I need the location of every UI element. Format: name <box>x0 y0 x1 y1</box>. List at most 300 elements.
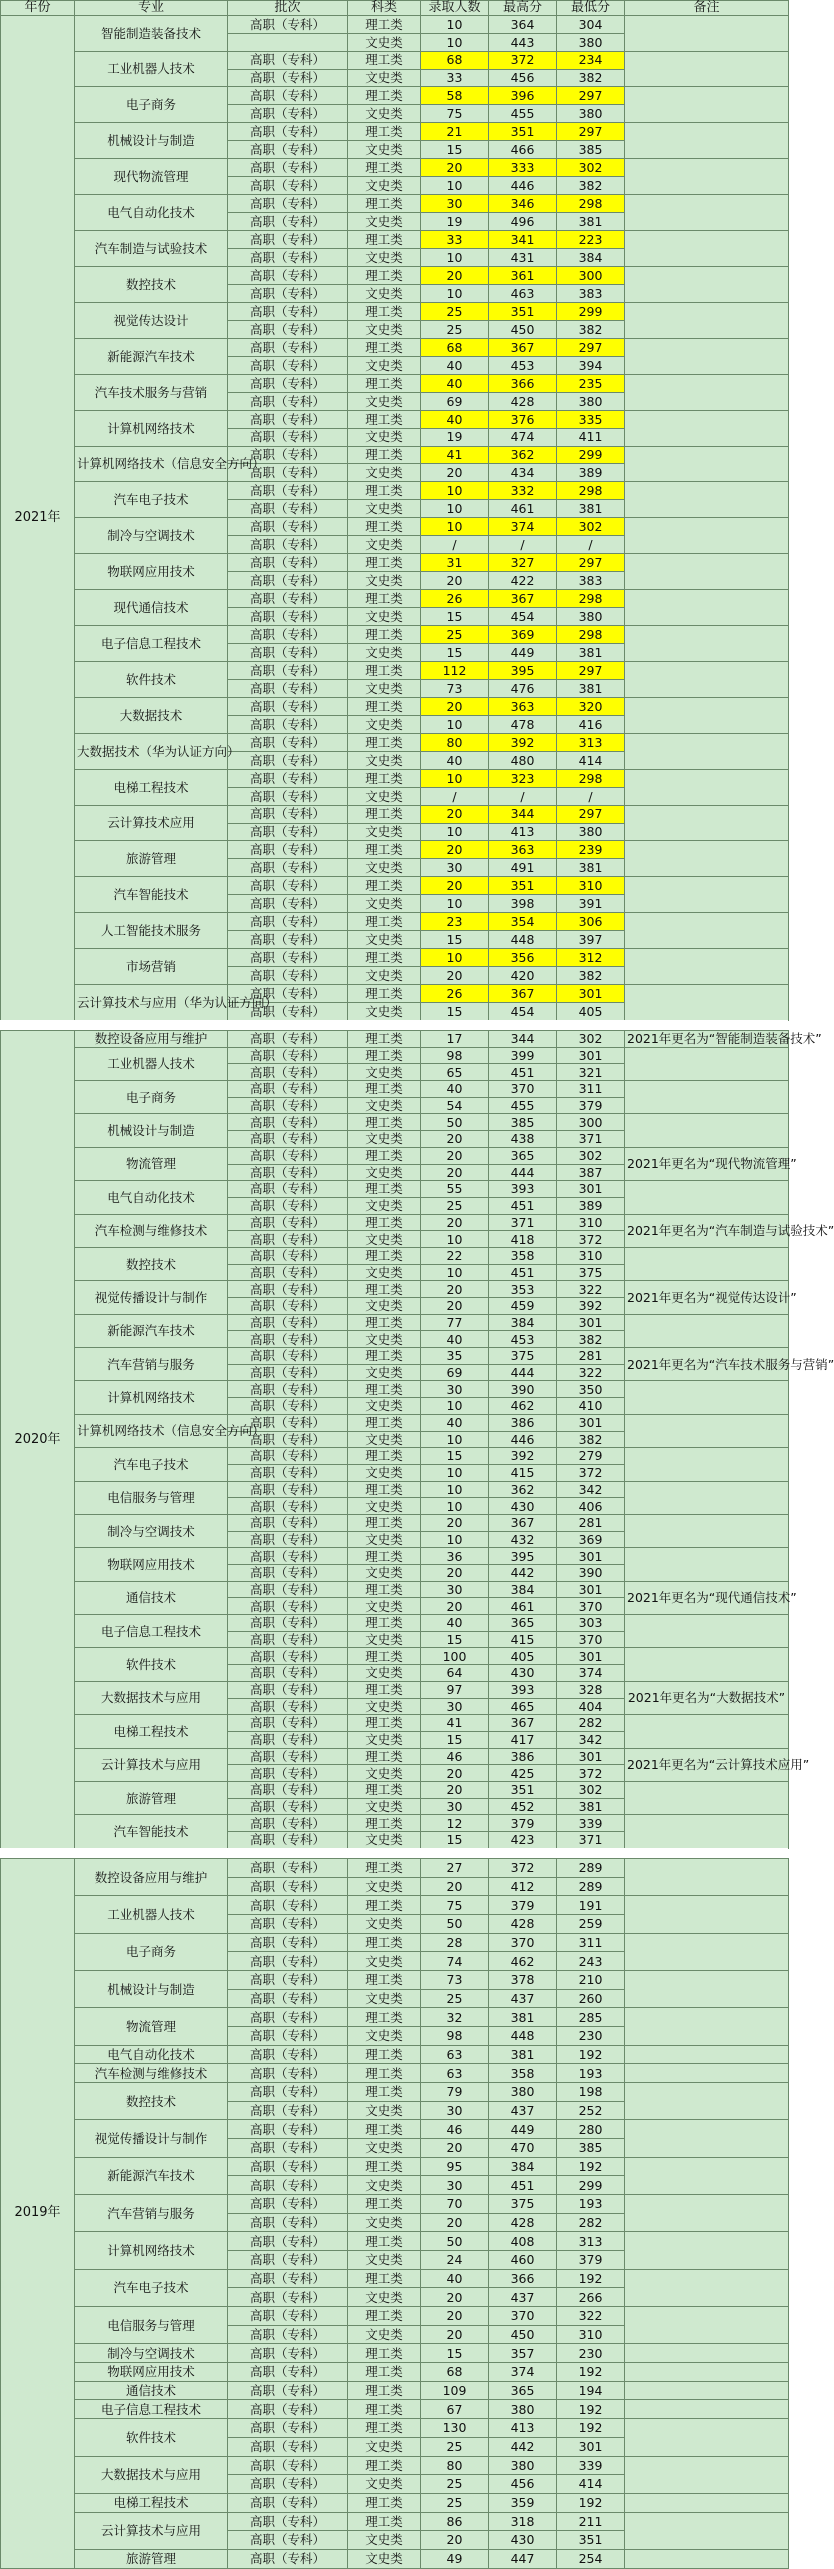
max-score-cell: 438 <box>489 1131 557 1148</box>
note-cell <box>625 1114 789 1147</box>
min-score-cell: 230 <box>557 2027 625 2046</box>
max-score-cell: 456 <box>489 2475 557 2494</box>
admitted-cell: 25 <box>421 2437 489 2456</box>
batch-cell: 高职（专科） <box>228 931 348 949</box>
table-row <box>1 1481 789 1498</box>
max-score-cell: 378 <box>489 1971 557 1990</box>
max-score-cell: 459 <box>489 1298 557 1315</box>
batch-cell: 高职（专科） <box>228 1364 348 1381</box>
note-cell <box>625 626 789 662</box>
major-name: 汽车电子技术 <box>75 1448 228 1481</box>
admitted-cell: 50 <box>421 1114 489 1131</box>
batch-cell: 高职（专科） <box>228 1414 348 1431</box>
table-row <box>1 590 789 608</box>
min-score-cell: 266 <box>557 2288 625 2307</box>
category-cell: 文史类 <box>348 1097 421 1114</box>
admitted-cell: 68 <box>421 2363 489 2382</box>
header-max: 最高分 <box>489 1 557 16</box>
max-score-cell: 428 <box>489 392 557 410</box>
max-score-cell: 432 <box>489 1531 557 1548</box>
category-cell: 理工类 <box>348 2120 421 2139</box>
batch-cell: 高职（专科） <box>228 1331 348 1348</box>
batch-cell: 高职（专科） <box>228 1933 348 1952</box>
max-score-cell: 461 <box>489 500 557 518</box>
max-score-cell: 367 <box>489 985 557 1003</box>
major-name: 汽车智能技术 <box>75 877 228 913</box>
category-cell: 理工类 <box>348 554 421 572</box>
batch-cell: 高职（专科） <box>228 249 348 267</box>
min-score-cell: 298 <box>557 195 625 213</box>
category-cell: 文史类 <box>348 1498 421 1515</box>
category-cell: 理工类 <box>348 1581 421 1598</box>
admitted-cell: 25 <box>421 1989 489 2008</box>
min-score-cell: 297 <box>557 805 625 823</box>
category-cell: 理工类 <box>348 733 421 751</box>
major-name: 通信技术 <box>75 1581 228 1614</box>
batch-cell: 高职（专科） <box>228 877 348 895</box>
admitted-cell: 20 <box>421 159 489 177</box>
admitted-cell: 30 <box>421 859 489 877</box>
batch-cell: 高职（专科） <box>228 464 348 482</box>
table-row <box>1 2269 789 2288</box>
table-row <box>1 2232 789 2251</box>
category-cell: 文史类 <box>348 1398 421 1415</box>
table-row <box>1 1548 789 1565</box>
max-score-cell: 444 <box>489 1164 557 1181</box>
header-major: 专业 <box>75 1 228 16</box>
max-score-cell: 480 <box>489 751 557 769</box>
min-score-cell: 382 <box>557 1431 625 1448</box>
batch-cell: 高职（专科） <box>228 213 348 231</box>
category-cell: 理工类 <box>348 1381 421 1398</box>
max-score-cell: 365 <box>489 1147 557 1164</box>
header-note: 备注 <box>625 1 789 16</box>
batch-cell: 高职（专科） <box>228 2213 348 2232</box>
table-row <box>1 1933 789 1952</box>
admitted-cell: 10 <box>421 177 489 195</box>
major-name: 云计算技术与应用 <box>75 2512 228 2549</box>
max-score-cell: 367 <box>489 338 557 356</box>
min-score-cell: 392 <box>557 1298 625 1315</box>
category-cell: 文史类 <box>348 787 421 805</box>
note-cell <box>625 51 789 87</box>
min-score-cell: 384 <box>557 249 625 267</box>
category-cell: 理工类 <box>348 266 421 284</box>
category-cell: 文史类 <box>348 249 421 267</box>
min-score-cell: 369 <box>557 1531 625 1548</box>
min-score-cell: 380 <box>557 608 625 626</box>
major-name: 计算机网络技术 <box>75 1381 228 1414</box>
category-cell: 理工类 <box>348 590 421 608</box>
min-score-cell: 382 <box>557 177 625 195</box>
category-cell: 理工类 <box>348 1214 421 1231</box>
max-score-cell: 366 <box>489 2269 557 2288</box>
major-name: 工业机器人技术 <box>75 1896 228 1933</box>
min-score-cell: 302 <box>557 1781 625 1798</box>
max-score-cell: 365 <box>489 2381 557 2400</box>
admitted-cell: 40 <box>421 374 489 392</box>
min-score-cell: 303 <box>557 1615 625 1632</box>
major-name: 现代通信技术 <box>75 590 228 626</box>
category-cell: 理工类 <box>348 2493 421 2512</box>
min-score-cell: 235 <box>557 374 625 392</box>
table-row <box>1 231 789 249</box>
category-cell: 理工类 <box>348 1314 421 1331</box>
batch-cell: 高职（专科） <box>228 392 348 410</box>
max-score-cell: 423 <box>489 1832 557 1849</box>
admitted-cell: 15 <box>421 1448 489 1465</box>
min-score-cell: 298 <box>557 590 625 608</box>
max-score-cell: 443 <box>489 33 557 51</box>
batch-cell: 高职（专科） <box>228 1798 348 1815</box>
max-score-cell: 327 <box>489 554 557 572</box>
note-cell <box>625 2307 789 2344</box>
note-cell: 2021年更名为“视觉传达设计” <box>625 1281 789 1314</box>
min-score-cell: 383 <box>557 284 625 302</box>
table-row <box>1 1859 789 1878</box>
admitted-cell: 74 <box>421 1952 489 1971</box>
major-name: 计算机网络技术（信息安全方向） <box>75 446 228 482</box>
category-cell: 文史类 <box>348 1231 421 1248</box>
category-cell: 文史类 <box>348 2213 421 2232</box>
note-cell <box>625 2269 789 2306</box>
batch-cell: 高职（专科） <box>228 159 348 177</box>
table-row <box>1 913 789 931</box>
year-cell: 2021年 <box>1 15 75 1020</box>
max-score-cell: 450 <box>489 2325 557 2344</box>
batch-cell: 高职（专科） <box>228 1598 348 1615</box>
admitted-cell: 64 <box>421 1665 489 1682</box>
min-score-cell: 383 <box>557 572 625 590</box>
table-row <box>1 1147 789 1164</box>
batch-cell: 高职（专科） <box>228 661 348 679</box>
table-row <box>1 51 789 69</box>
note-cell <box>625 2456 789 2493</box>
batch-cell: 高职（专科） <box>228 1548 348 1565</box>
admitted-cell: 41 <box>421 1715 489 1732</box>
admitted-cell: 20 <box>421 877 489 895</box>
note-cell <box>625 2493 789 2512</box>
table-row <box>1 2064 789 2083</box>
min-score-cell: 391 <box>557 895 625 913</box>
min-score-cell: 322 <box>557 1364 625 1381</box>
admitted-cell: 10 <box>421 482 489 500</box>
category-cell: 文史类 <box>348 1952 421 1971</box>
table-row <box>1 2512 789 2531</box>
max-score-cell: 386 <box>489 1748 557 1765</box>
max-score-cell: 385 <box>489 1114 557 1131</box>
category-cell: 理工类 <box>348 2008 421 2027</box>
min-score-cell: 387 <box>557 1164 625 1181</box>
min-score-cell: 192 <box>557 2269 625 2288</box>
category-cell: 理工类 <box>348 1548 421 1565</box>
max-score-cell: 369 <box>489 626 557 644</box>
category-cell: 理工类 <box>348 2400 421 2419</box>
min-score-cell: 342 <box>557 1481 625 1498</box>
batch-cell: 高职（专科） <box>228 1164 348 1181</box>
table-row <box>1 159 789 177</box>
major-name: 汽车检测与维修技术 <box>75 1214 228 1247</box>
admitted-cell: 112 <box>421 661 489 679</box>
category-cell: 文史类 <box>348 1531 421 1548</box>
header-year: 年份 <box>1 1 75 16</box>
min-score-cell: 289 <box>557 1877 625 1896</box>
admitted-cell: 30 <box>421 1381 489 1398</box>
admitted-cell: 15 <box>421 644 489 662</box>
batch-cell: 高职（专科） <box>228 1197 348 1214</box>
admitted-cell: 20 <box>421 841 489 859</box>
table-row <box>1 1081 789 1098</box>
batch-cell: 高职（专科） <box>228 482 348 500</box>
table-row <box>1 661 789 679</box>
category-cell: 理工类 <box>348 374 421 392</box>
max-score-cell: 395 <box>489 661 557 679</box>
admitted-cell: 20 <box>421 1164 489 1181</box>
category-cell: 文史类 <box>348 464 421 482</box>
batch-cell: 高职（专科） <box>228 1665 348 1682</box>
header-min: 最低分 <box>557 1 625 16</box>
note-cell: 2021年更名为“现代物流管理” <box>625 1147 789 1180</box>
min-score-cell: 321 <box>557 1064 625 1081</box>
max-score-cell: 370 <box>489 1081 557 1098</box>
major-name: 视觉传播设计与制作 <box>75 2120 228 2157</box>
batch-cell: 高职（专科） <box>228 1581 348 1598</box>
category-cell: 理工类 <box>348 1514 421 1531</box>
admitted-cell: 86 <box>421 2512 489 2531</box>
batch-cell: 高职（专科） <box>228 2493 348 2512</box>
min-score-cell: 297 <box>557 554 625 572</box>
max-score-cell: 358 <box>489 2064 557 2083</box>
min-score-cell: 381 <box>557 679 625 697</box>
category-cell: 文史类 <box>348 284 421 302</box>
min-score-cell: 310 <box>557 2325 625 2344</box>
category-cell: 文史类 <box>348 2251 421 2270</box>
major-name: 软件技术 <box>75 1648 228 1681</box>
category-cell: 文史类 <box>348 2475 421 2494</box>
category-cell: 理工类 <box>348 1681 421 1698</box>
batch-cell: 高职（专科） <box>228 572 348 590</box>
max-score-cell: 444 <box>489 1364 557 1381</box>
min-score-cell: 380 <box>557 823 625 841</box>
note-cell <box>625 15 789 51</box>
admitted-cell: 15 <box>421 1003 489 1021</box>
max-score-cell: 370 <box>489 2307 557 2326</box>
major-name: 汽车技术服务与营销 <box>75 374 228 410</box>
batch-cell: 高职（专科） <box>228 2157 348 2176</box>
min-score-cell: 371 <box>557 1131 625 1148</box>
max-score-cell: 408 <box>489 2232 557 2251</box>
min-score-cell: 416 <box>557 715 625 733</box>
category-cell: 理工类 <box>348 1481 421 1498</box>
batch-cell: 高职（专科） <box>228 1681 348 1698</box>
min-score-cell: 301 <box>557 1648 625 1665</box>
admitted-cell: 10 <box>421 518 489 536</box>
min-score-cell: 380 <box>557 33 625 51</box>
major-name: 智能制造装备技术 <box>75 15 228 51</box>
batch-cell: 高职（专科） <box>228 446 348 464</box>
min-score-cell: 306 <box>557 913 625 931</box>
major-name: 物联网应用技术 <box>75 1548 228 1581</box>
max-score-cell: 375 <box>489 1348 557 1365</box>
max-score-cell: 431 <box>489 249 557 267</box>
admitted-cell: 10 <box>421 715 489 733</box>
max-score-cell: 454 <box>489 1003 557 1021</box>
min-score-cell: 322 <box>557 1281 625 1298</box>
category-cell: 理工类 <box>348 482 421 500</box>
category-cell: 文史类 <box>348 2027 421 2046</box>
min-score-cell: 328 <box>557 1681 625 1698</box>
category-cell: 文史类 <box>348 500 421 518</box>
min-score-cell: 302 <box>557 1147 625 1164</box>
max-score-cell: 430 <box>489 1665 557 1682</box>
note-cell <box>625 1715 789 1748</box>
max-score-cell: 384 <box>489 1581 557 1598</box>
note-cell <box>625 446 789 482</box>
admitted-cell: 20 <box>421 697 489 715</box>
max-score-cell: 430 <box>489 1498 557 1515</box>
max-score-cell: 456 <box>489 69 557 87</box>
category-cell: 理工类 <box>348 446 421 464</box>
batch-cell: 高职（专科） <box>228 823 348 841</box>
major-name: 电气自动化技术 <box>75 195 228 231</box>
table-row <box>1 266 789 284</box>
table-row <box>1 1815 789 1832</box>
admitted-cell: 10 <box>421 15 489 33</box>
admitted-cell: 95 <box>421 2157 489 2176</box>
min-score-cell: 371 <box>557 1832 625 1849</box>
min-score-cell: 193 <box>557 2064 625 2083</box>
category-cell: 理工类 <box>348 697 421 715</box>
category-cell: 理工类 <box>348 1748 421 1765</box>
admitted-cell: 68 <box>421 51 489 69</box>
table-row <box>1 87 789 105</box>
category-cell: 文史类 <box>348 1765 421 1782</box>
category-cell: 文史类 <box>348 751 421 769</box>
category-cell: 理工类 <box>348 2269 421 2288</box>
major-name: 制冷与空调技术 <box>75 518 228 554</box>
table-row <box>1 2157 789 2176</box>
category-cell: 理工类 <box>348 51 421 69</box>
note-cell <box>625 1896 789 1933</box>
min-score-cell: 223 <box>557 231 625 249</box>
note-cell <box>625 1381 789 1414</box>
admitted-cell: 20 <box>421 2213 489 2232</box>
table-row <box>1 1348 789 1365</box>
note-cell <box>625 1181 789 1214</box>
note-cell: 2021年更名为“云计算技术应用” <box>625 1748 789 1781</box>
admitted-cell: 28 <box>421 1933 489 1952</box>
batch-cell: 高职（专科） <box>228 2344 348 2363</box>
note-cell <box>625 410 789 446</box>
batch-cell: 高职（专科） <box>228 554 348 572</box>
max-score-cell: 358 <box>489 1247 557 1264</box>
note-cell <box>625 2008 789 2045</box>
max-score-cell: 371 <box>489 1214 557 1231</box>
admitted-cell: 26 <box>421 590 489 608</box>
admitted-cell: 69 <box>421 392 489 410</box>
max-score-cell: 463 <box>489 284 557 302</box>
table-row <box>1 1214 789 1231</box>
min-score-cell: 410 <box>557 1398 625 1415</box>
major-name: 计算机网络技术 <box>75 410 228 446</box>
max-score-cell: 351 <box>489 123 557 141</box>
batch-cell: 高职（专科） <box>228 1381 348 1398</box>
note-cell <box>625 1933 789 1970</box>
major-name: 云计算技术与应用（华为认证方向） <box>75 985 228 1021</box>
batch-cell: 高职（专科） <box>228 2232 348 2251</box>
table-row <box>1 1615 789 1632</box>
max-score-cell: 405 <box>489 1648 557 1665</box>
note-cell <box>625 1414 789 1447</box>
admission-table-0 <box>0 0 789 1021</box>
batch-cell: 高职（专科） <box>228 69 348 87</box>
admitted-cell: 15 <box>421 1731 489 1748</box>
min-score-cell: 254 <box>557 2549 625 2568</box>
min-score-cell: 385 <box>557 141 625 159</box>
min-score-cell: 301 <box>557 1047 625 1064</box>
batch-cell: 高职（专科） <box>228 2101 348 2120</box>
category-cell: 理工类 <box>348 913 421 931</box>
major-name: 计算机网络技术 <box>75 2232 228 2269</box>
max-score-cell: 351 <box>489 1781 557 1798</box>
admitted-cell: 20 <box>421 1147 489 1164</box>
max-score-cell: 367 <box>489 1715 557 1732</box>
admitted-cell: 98 <box>421 2027 489 2046</box>
batch-cell: 高职（专科） <box>228 231 348 249</box>
category-cell: 理工类 <box>348 626 421 644</box>
category-cell: 理工类 <box>348 15 421 33</box>
note-cell <box>625 913 789 949</box>
batch-cell: 高职（专科） <box>228 2288 348 2307</box>
batch-cell: 高职（专科） <box>228 195 348 213</box>
admitted-cell: 33 <box>421 231 489 249</box>
min-score-cell: 192 <box>557 2363 625 2382</box>
batch-cell: 高职（专科） <box>228 697 348 715</box>
admitted-cell: 80 <box>421 2456 489 2475</box>
min-score-cell: 406 <box>557 1498 625 1515</box>
admitted-cell: 80 <box>421 733 489 751</box>
min-score-cell: 380 <box>557 105 625 123</box>
min-score-cell: 312 <box>557 949 625 967</box>
max-score-cell: 332 <box>489 482 557 500</box>
admitted-cell: 77 <box>421 1314 489 1331</box>
max-score-cell: 356 <box>489 949 557 967</box>
max-score-cell: 449 <box>489 644 557 662</box>
max-score-cell: 398 <box>489 895 557 913</box>
min-score-cell: 302 <box>557 518 625 536</box>
max-score-cell: 361 <box>489 266 557 284</box>
min-score-cell: 301 <box>557 2437 625 2456</box>
major-name: 软件技术 <box>75 2419 228 2456</box>
min-score-cell: 379 <box>557 1097 625 1114</box>
major-name: 电气自动化技术 <box>75 1181 228 1214</box>
batch-cell: 高职（专科） <box>228 1464 348 1481</box>
max-score-cell: 357 <box>489 2344 557 2363</box>
major-name: 人工智能技术服务 <box>75 913 228 949</box>
admitted-cell: 20 <box>421 2288 489 2307</box>
note-cell <box>625 2232 789 2269</box>
max-score-cell: 392 <box>489 733 557 751</box>
batch-cell: 高职（专科） <box>228 2083 348 2102</box>
table-row <box>1 1181 789 1198</box>
category-cell: 文史类 <box>348 141 421 159</box>
min-score-cell: 304 <box>557 15 625 33</box>
table-row <box>1 2549 789 2568</box>
note-cell <box>625 1615 789 1648</box>
note-cell <box>625 302 789 338</box>
note-cell <box>625 1247 789 1280</box>
min-score-cell: 297 <box>557 661 625 679</box>
